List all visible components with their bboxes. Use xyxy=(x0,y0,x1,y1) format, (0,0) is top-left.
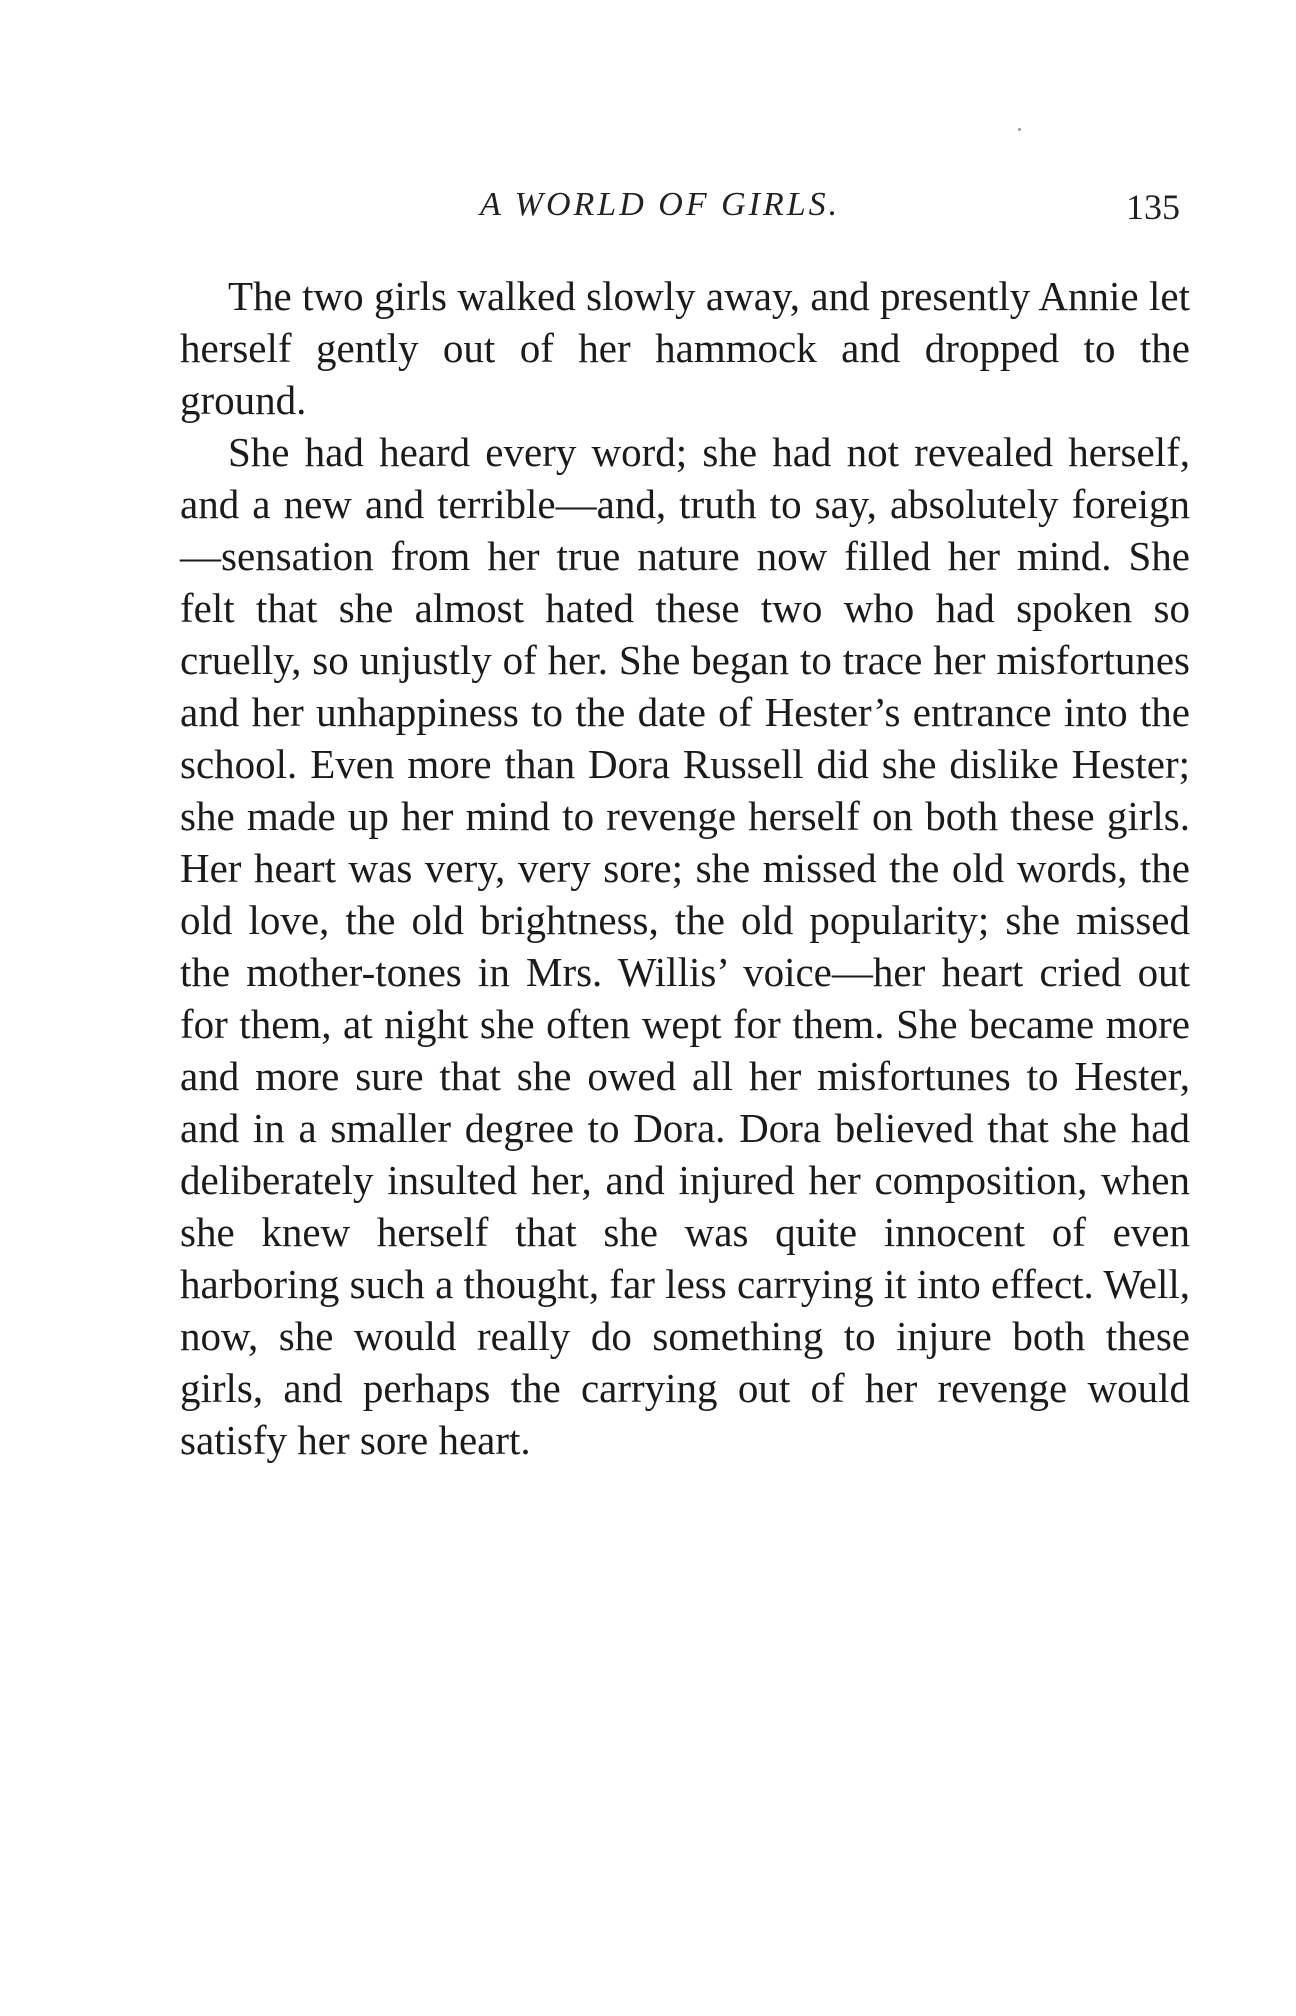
paragraph: She had heard every word; she had not revealed herself, and a new and terrible—and, truth to say, absolutely foreign—sensation from her true nature now filled her mind. She felt that she almost hated these two who had spoken so cruelly, so unjustly of her. She began to trace her misfortunes and her unhappiness to the date of Hester’s entrance into the school. Even more than Dora Russell did she dislike Hester; she made up her mind to revenge herself on both these girls. Her heart was very, very sore; she missed the old words, the old love, the old brightness, the old popularity; she missed the mother-tones in Mrs. Willis’ voice—her heart cried out for them, at night she often wept for them. She became more and more sure that she owed all her misfortunes to Hester, and in a smaller degree to Dora. Dora believed that she had deliberately insulted her, and injured her composition, when she knew herself that she was quite innocent of even harboring such a thought, far less carrying it into effect. Well, now, she would really do something to injure both these girls, and perhaps the carrying out of her revenge would satisfy her sore heart. xyxy=(180,429,1190,1463)
body-text xyxy=(180,270,1190,1466)
paper-speck xyxy=(1018,128,1021,131)
paragraph: The two girls walked slowly away, and presently Annie let herself gently out of her hammock and dropped to the ground. xyxy=(180,273,1190,423)
page-number: 135 xyxy=(1126,187,1180,227)
running-title: A WORLD OF GIRLS. xyxy=(480,186,841,223)
running-head xyxy=(180,186,1190,236)
